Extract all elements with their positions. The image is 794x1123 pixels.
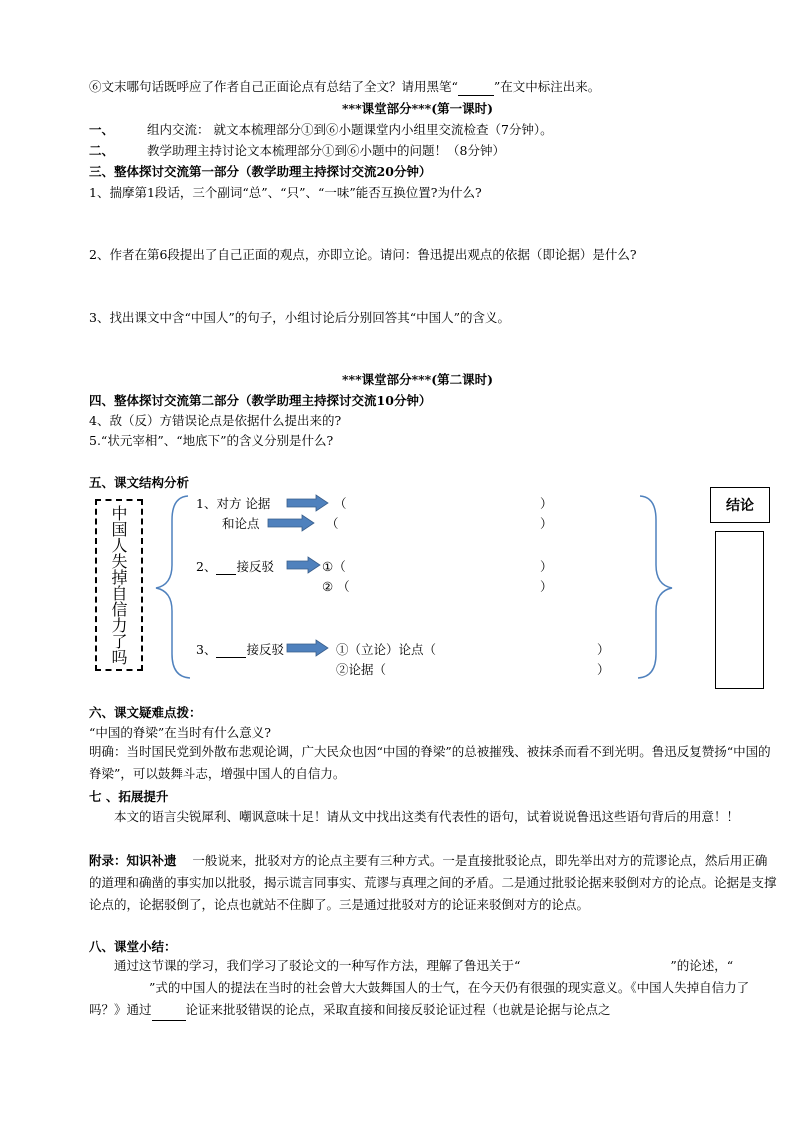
arrow-right-icon xyxy=(287,557,320,573)
question-2: 2、作者在第6段提出了自己正面的观点，亦即立论。请问：鲁迅提出观点的依据（即论据）是什么? xyxy=(89,247,637,262)
blank-underline xyxy=(152,1007,186,1021)
section-2-text: 教学助理主持讨论文本梳理部分①到⑥小题中的问题！（8分钟） xyxy=(147,143,505,158)
arrow-right-icon xyxy=(287,640,328,656)
summary-text-1: 通过这节课的学习，我们学习了驳论文的一种写作方法，理解了鲁迅关于“ xyxy=(114,958,521,973)
appendix-text: 一般说来，批驳对方的论点主要有三种方式。一是直接批驳论点，即先举出对方的荒谬论点，然后用正确的道理和确凿的事实加以批驳，揭示谎言同事实、荒谬与真理之间的矛盾。二是通过批驳论据来驳倒对方的论点。论据是支撑论点的，论据驳倒了，论点也就站不住脚了。三是通过批驳对方的论证来驳倒对方的论点。 xyxy=(89,853,777,912)
question-6-text-end: ”在文中标注出来。 xyxy=(493,79,601,94)
diagram-title: 中国人失掉自信力了吗 xyxy=(109,505,128,665)
conclusion-label: 结论 xyxy=(726,498,754,514)
paren: ） xyxy=(540,516,553,531)
question-6: “中国的脊梁”在当时有什么意义? xyxy=(89,725,271,740)
section-1-number: 一、 xyxy=(89,122,115,137)
section-5-heading: 五、课文结构分析 xyxy=(89,475,190,490)
arrow-right-icon xyxy=(268,515,314,531)
summary-text-5: 论证来批驳错误的论点，采取直接和间接反驳论证过程（也就是论据与论点之 xyxy=(185,1002,611,1017)
right-brace xyxy=(638,496,672,678)
summary-text-3: “ xyxy=(726,958,734,973)
row2-suffix: 接反驳 xyxy=(236,559,274,574)
row3-item-1: ①（立论）论点（ xyxy=(336,642,437,657)
section-8-heading: 八、课堂小结： xyxy=(89,939,177,954)
question-6-answer: 明确：当时国民党到外散布悲观论调，广大民众也因“中国的脊梁”的总被摧残、被抹杀而看不到光明。鲁迅反复赞扬“中国的脊梁”，可以鼓舞斗志，增强中国人的自信力。 xyxy=(89,744,771,781)
blank-underline xyxy=(216,644,246,658)
question-4: 4、敌（反）方错误论点是依据什么提出来的? xyxy=(89,413,342,428)
row2-label xyxy=(196,557,274,575)
arrow-right-icon xyxy=(287,495,328,511)
row2-item-1: ①（ xyxy=(322,559,346,574)
section-6-heading: 六、课文疑难点拨： xyxy=(89,705,202,720)
class2-header: ***课堂部分***(第二课时) xyxy=(342,372,494,387)
section-7-text: 本文的语言尖锐犀利、嘲讽意味十足！请从文中找出这类有代表性的语句，试着说说鲁迅这些语句背后的用意！！ xyxy=(114,809,740,824)
paren: （ xyxy=(334,496,347,511)
blank-underline xyxy=(216,561,236,575)
row3-suffix: 接反驳 xyxy=(246,642,284,657)
appendix-label: 附录：知识补遗 xyxy=(89,853,177,868)
section-8-paragraph xyxy=(89,955,779,1021)
row2-item-2: ② （ xyxy=(322,579,350,594)
section-3-heading: 三、整体探讨交流第一部分（教学助理主持探讨交流20分钟） xyxy=(89,164,432,179)
section-4-heading: 四、整体探讨交流第二部分（教学助理主持探讨交流10分钟） xyxy=(89,393,432,408)
question-6-text: ⑥文末哪句话既呼应了作者自己正面论点有总结了全文？请用黑笔“ xyxy=(89,79,458,94)
row2-prefix: 2、 xyxy=(196,559,217,574)
paren: （ xyxy=(326,516,339,531)
row3-item-2: ②论据（ xyxy=(336,662,387,677)
row3-label xyxy=(196,640,284,658)
summary-text-4: ”式的中国人的提法在当时的社会曾大大鼓舞国人的士气，在今天仍有很强的现实意义。《中国人失掉自信力了吗？》通过 xyxy=(89,980,750,1017)
section-1-text: 组内交流： 就文本梳理部分①到⑥小题课堂内小组里交流检查（7分钟）。 xyxy=(147,122,553,137)
row3-prefix: 3、 xyxy=(196,642,217,657)
paren: ） xyxy=(540,559,553,574)
question-1: 1、揣摩第1段话，三个副词“总”、“只”、“一味”能否互换位置?为什么? xyxy=(89,185,482,200)
left-brace xyxy=(156,496,190,678)
conclusion-label-box xyxy=(710,487,770,523)
appendix-paragraph xyxy=(89,850,779,916)
conclusion-answer-box xyxy=(715,531,764,689)
paren: ） xyxy=(540,579,553,594)
row1-label-b: 和论点 xyxy=(222,516,260,531)
summary-text-2: ”的论述， xyxy=(670,958,727,973)
row1-label-a: 1、对方 论据 xyxy=(196,496,271,511)
question-5: 5.“状元宰相”、“地底下”的含义分别是什么? xyxy=(89,433,334,448)
section-2-number: 二、 xyxy=(89,143,115,158)
class1-header: ***课堂部分***(第一课时) xyxy=(342,101,494,116)
paren: ） xyxy=(540,496,553,511)
section-7-heading: 七 、拓展提升 xyxy=(89,789,169,804)
paren: ） xyxy=(597,642,610,657)
paren: ） xyxy=(597,662,610,677)
question-3: 3、找出课文中含“中国人”的句子，小组讨论后分别回答其“中国人”的含义。 xyxy=(89,310,511,325)
